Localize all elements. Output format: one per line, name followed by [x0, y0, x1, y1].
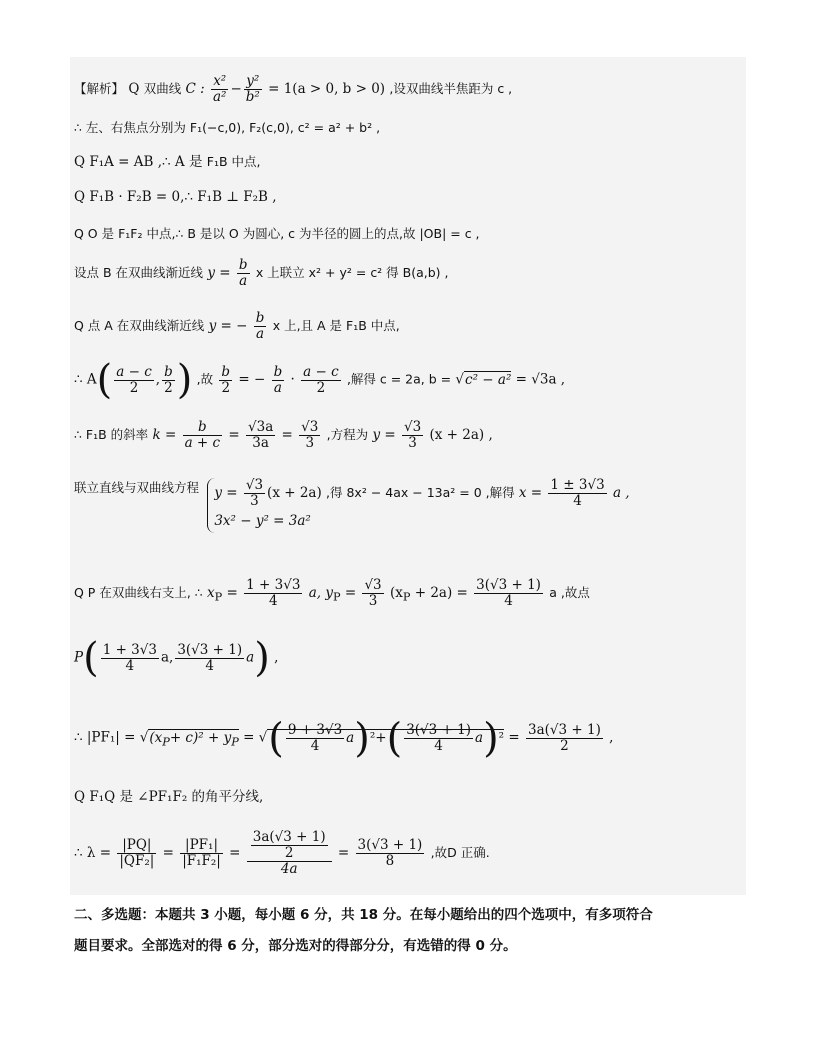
text: x 上联立 x² + y² = c² 得 B(a,b) ,: [255, 265, 449, 280]
fraction: $\frac{3(√3 + 1)}{4}$: [476, 577, 541, 609]
math: =: [337, 845, 350, 861]
fraction: $\frac{b}{a + c}$: [184, 419, 221, 451]
fraction: $\frac{b}{2}$: [221, 363, 231, 396]
math: + 2a) =: [414, 585, 468, 601]
fraction: $\frac{|PQ|}{\text{|QF₂|}}$: [119, 837, 155, 869]
math: y =: [372, 427, 396, 443]
fraction: $\frac{\text{|PF₁|}}{\text{|F₁F₂|}}$: [182, 837, 221, 869]
text: Q P 在双曲线右支上, ∴: [74, 585, 203, 600]
fraction: $\frac{3(√3 + 1)}{4}$: [177, 641, 243, 674]
fraction: $\frac{b}{a}$: [255, 310, 265, 342]
solution-background: [70, 57, 746, 895]
math: ∴ λ =: [74, 845, 112, 861]
math: c² − a²: [465, 371, 512, 388]
fraction: $\frac{\text{x²}}{\text{a²}}$: [212, 73, 227, 105]
fraction: $\frac{b}{a}$: [238, 257, 248, 289]
because-symbol: Q: [128, 81, 140, 97]
equation-system: y = $\frac{√3}{3}$ (x + 2a) 3x² − y² = 3a²: [207, 478, 321, 533]
math: ,: [609, 729, 614, 746]
math: =: [243, 729, 255, 746]
math: C :: [185, 81, 205, 97]
math: (x: [389, 585, 403, 601]
solution-line-12: P( $\frac{1 + 3√3}{4}$ a, $\frac{3(√3 + 1)}{4}$ a) ,: [74, 635, 279, 681]
math: ,: [274, 649, 279, 666]
math: x: [207, 585, 215, 601]
fraction: $\frac{1 + 3√3}{4}$: [102, 641, 157, 674]
text: ,方程为: [326, 427, 369, 442]
text: ,得 8x² − 4ax − 13a² = 0 ,解得: [326, 485, 515, 500]
fraction: $\frac{√3}{3}$: [301, 419, 319, 451]
solution-line-1: 【解析】 Q 双曲线 C : $\frac{\text{x²}}{\text{a²}}$ − $\frac{\text{y²}}{\text{b²}}$ = 1(a > 0, b > 0) ,设双曲线半焦距为 c ,: [74, 73, 513, 105]
math: y =: [207, 265, 231, 281]
text: x 上,且 A 是 F₁B 中点,: [272, 318, 400, 333]
analysis-label: 【解析】: [74, 81, 125, 96]
math: =: [162, 845, 174, 861]
math: = √3a ,: [515, 371, 566, 388]
fraction: $\frac{a - c}{2}$: [303, 363, 339, 396]
solution-line-13: ∴ $|PF_1| = √(x_P+ c)^2 + y_P$ = √( $\frac{9 + 3√3}{4}$ a)²+( $\frac{3(√3 + 1)}{4}$ a)² = $\frac{3a(√3 + 1)}{2}$ ,: [74, 715, 614, 761]
fraction: $\frac{b}{a}$: [273, 363, 283, 396]
math: =: [508, 729, 520, 746]
fraction: $\frac{3a(√3 + 1)}{2}$: [528, 721, 601, 754]
math: k =: [152, 427, 177, 443]
fraction: $\frac{√3}{3}$: [403, 419, 422, 451]
fraction: $\frac{√3}{3}$: [364, 577, 382, 609]
solution-line-5: Q O 是 F₁F₂ 中点,∴ B 是以 O 为圆心, c 为半径的圆上的点,故 |OB| = c ,: [74, 226, 480, 241]
text: ,解得 c = 2a, b =: [346, 371, 452, 387]
fraction: $\frac{a - c}{2}$: [116, 363, 152, 396]
math: x =: [518, 485, 543, 501]
fraction: $\frac{\text{y²}}{\text{b²}}$: [245, 73, 260, 105]
text: 双曲线: [143, 81, 182, 96]
fraction: $\frac{1 \pm 3√3}{4}$: [550, 477, 605, 509]
math: = −: [238, 371, 266, 388]
solution-line-11: Q P 在双曲线右支上, ∴ $x_P$ = $\frac{1 + 3√3}{4}$ a, $y_P$ = $\frac{√3}{3}$ $(x_P + 2a)$ = $\frac{3(√3 + 1)}{4}$ a ,故点: [74, 577, 590, 609]
section-heading-line-2: 题目要求。全部选对的得 6 分，部分选对的得部分分，有选错的得 0 分。: [74, 938, 517, 954]
section-heading-line-1: 二、多选题：本题共 3 小题，每小题 6 分，共 18 分。在每小题给出的四个选项中，有多项符合: [74, 907, 653, 923]
math: =: [229, 845, 241, 861]
text: ,设双曲线半焦距为 c ,: [389, 81, 513, 96]
math: P: [74, 649, 84, 666]
text: 设点 B 在双曲线渐近线: [74, 265, 204, 280]
text: ,故D 正确.: [430, 845, 490, 860]
text: F₁B 中点,: [206, 154, 261, 169]
solution-line-10: [74, 478, 630, 533]
math: ∴ A: [74, 371, 97, 388]
solution-line-3: [74, 152, 261, 172]
fraction: $\frac{√3a}{3a}$: [248, 419, 274, 451]
solution-line-7: [74, 311, 400, 342]
math: =: [344, 585, 357, 601]
math: a ,: [612, 485, 630, 501]
solution-line-4: Q F₁B · F₂B = 0,∴ F₁B ⊥ F₂B ,: [74, 189, 277, 205]
math: = 1(a > 0, b > 0): [268, 81, 386, 97]
text: a ,故点: [549, 585, 590, 600]
text: ,故: [196, 371, 214, 387]
solution-line-9: [74, 420, 493, 451]
math: Q F₁A = AB ,∴ A 是: [74, 154, 203, 170]
text: 联立直线与双曲线方程: [74, 480, 200, 495]
sqrt-body: $(x_P+ c)^2 + y_P$: [149, 729, 239, 749]
solution-line-2: ∴ 左、右焦点分别为 F₁(−c,0), F₂(c,0), c² = a² + b² ,: [74, 120, 381, 135]
math: =: [281, 427, 293, 443]
math: =: [226, 585, 238, 601]
text: ∴ F₁B 的斜率: [74, 427, 149, 442]
math: y = −: [208, 318, 248, 334]
fraction: $\frac{1 + 3√3}{4}$: [246, 577, 301, 609]
math: (x + 2a) ,: [429, 427, 493, 443]
solution-line-15: [74, 830, 490, 877]
math: ∴ |PF₁| =: [74, 729, 136, 746]
solution-line-6: [74, 258, 449, 289]
sqrt-body: ( $\frac{9 + 3√3}{4}$ a)²+( $\frac{3(√3 + 1)}{4}$ a)²: [268, 715, 505, 761]
math: =: [228, 427, 240, 443]
fraction: $\frac{3(√3 + 1)}{8}$: [357, 837, 423, 869]
fraction: $\frac{\frac{3a(√3 + 1)}{2}}{4a}$: [247, 830, 332, 877]
solution-line-8: ∴ A( $\frac{a - c}{2}$ , $\frac{b}{2}$ ) ,故 $\frac{b}{2}$ = − $\frac{b}{a}$ · $\frac{a - c}{2}$ ,解得 c = 2a, b = √c² − a² = √3a ,: [74, 357, 566, 403]
solution-line-14: Q F₁Q 是 ∠PF₁F₂ 的角平分线,: [74, 789, 264, 805]
math: ·: [290, 371, 295, 388]
text: Q 点 A 在双曲线渐近线: [74, 318, 205, 333]
math: a, y: [308, 585, 333, 601]
fraction: $\frac{b}{2}$: [164, 363, 173, 396]
